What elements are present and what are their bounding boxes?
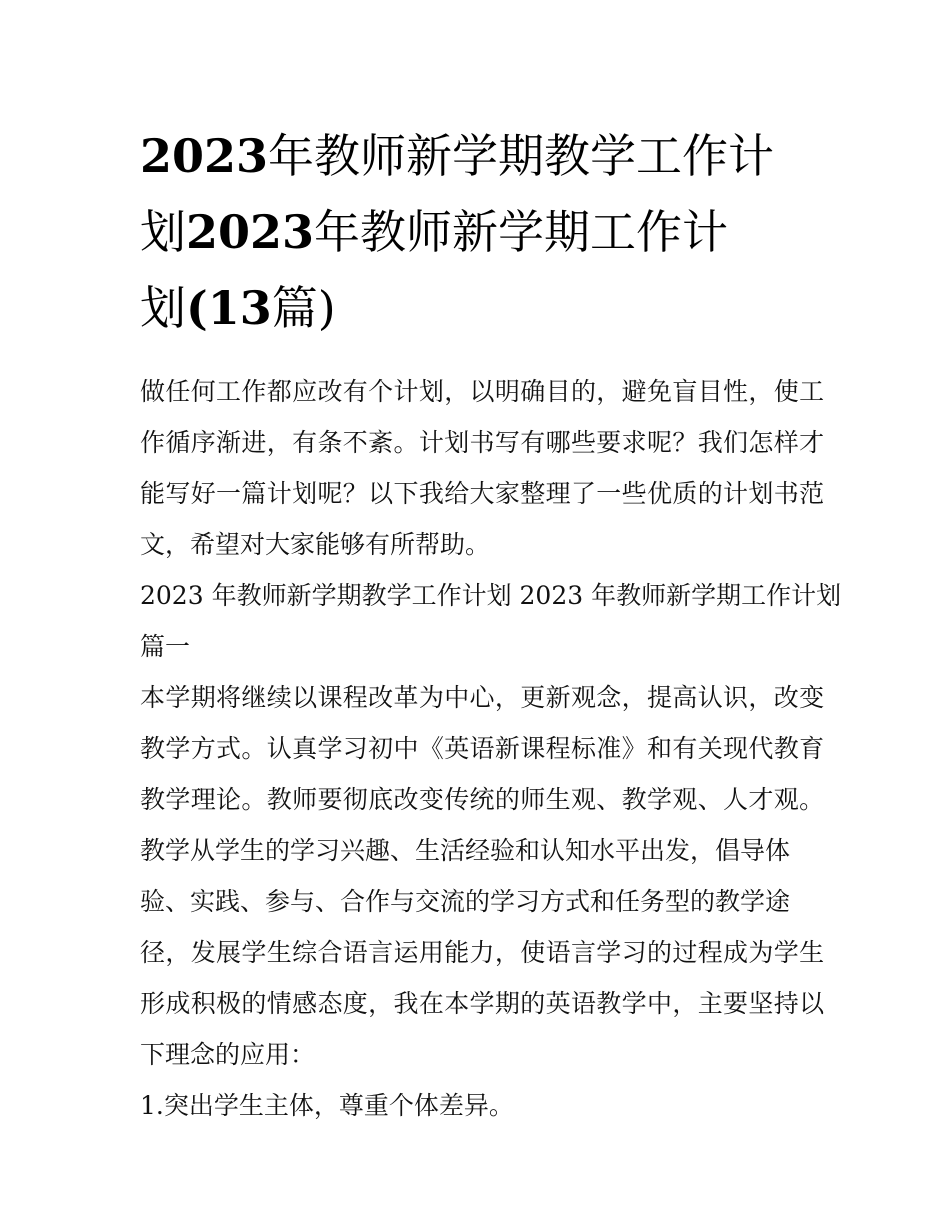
intro-line: 能写好一篇计划呢？以下我给大家整理了一些优质的计划书范 xyxy=(140,479,825,508)
title-text: 篇) xyxy=(271,281,336,335)
document-page xyxy=(140,118,842,1131)
title-text: 年教师新学期教学工作计 xyxy=(268,129,775,183)
body-line: 教学从学生的学习兴趣、生活经验和认知水平出发，倡导体 xyxy=(140,836,791,865)
document-body xyxy=(140,366,842,1131)
section-heading-line: 2023 年教师新学期教学工作计划 2023 年教师新学期工作计划 xyxy=(140,581,842,610)
body-line: 径，发展学生综合语言运用能力，使语言学习的过程成为学生 xyxy=(140,938,825,967)
title-prefix: 划 xyxy=(140,205,186,259)
body-line: 教学方式。认真学习初中《英语新课程标准》和有关现代教育 xyxy=(140,734,825,763)
title-text: 年教师新学期工作计 xyxy=(314,205,729,259)
body-line: 教学理论。教师要彻底改变传统的师生观、教学观、人才观。 xyxy=(140,785,825,814)
title-year: 2023 xyxy=(186,205,315,259)
section-heading-line: 篇一 xyxy=(140,632,191,661)
title-count: (13 xyxy=(186,281,272,335)
intro-line: 作循序渐进，有条不紊。计划书写有哪些要求呢？我们怎样才 xyxy=(140,428,825,457)
body-line: 本学期将继续以课程改革为中心，更新观念，提高认识，改变 xyxy=(140,683,825,712)
title-year: 2023 xyxy=(140,129,269,183)
title-line-1 xyxy=(140,118,812,194)
title-line-2 xyxy=(140,194,812,270)
intro-line: 文，希望对大家能够有所帮助。 xyxy=(140,530,491,559)
document-title xyxy=(140,118,812,346)
title-prefix: 划 xyxy=(140,281,186,335)
intro-line: 做任何工作都应改有个计划，以明确目的，避免盲目性，使工 xyxy=(140,377,825,406)
list-item: 1.突出学生主体，尊重个体差异。 xyxy=(140,1091,514,1120)
body-line: 下理念的应用： xyxy=(140,1040,316,1069)
title-line-3 xyxy=(140,270,812,346)
body-line: 形成积极的情感态度，我在本学期的英语教学中，主要坚持以 xyxy=(140,989,825,1018)
body-line: 验、实践、参与、合作与交流的学习方式和任务型的教学途 xyxy=(140,887,791,916)
